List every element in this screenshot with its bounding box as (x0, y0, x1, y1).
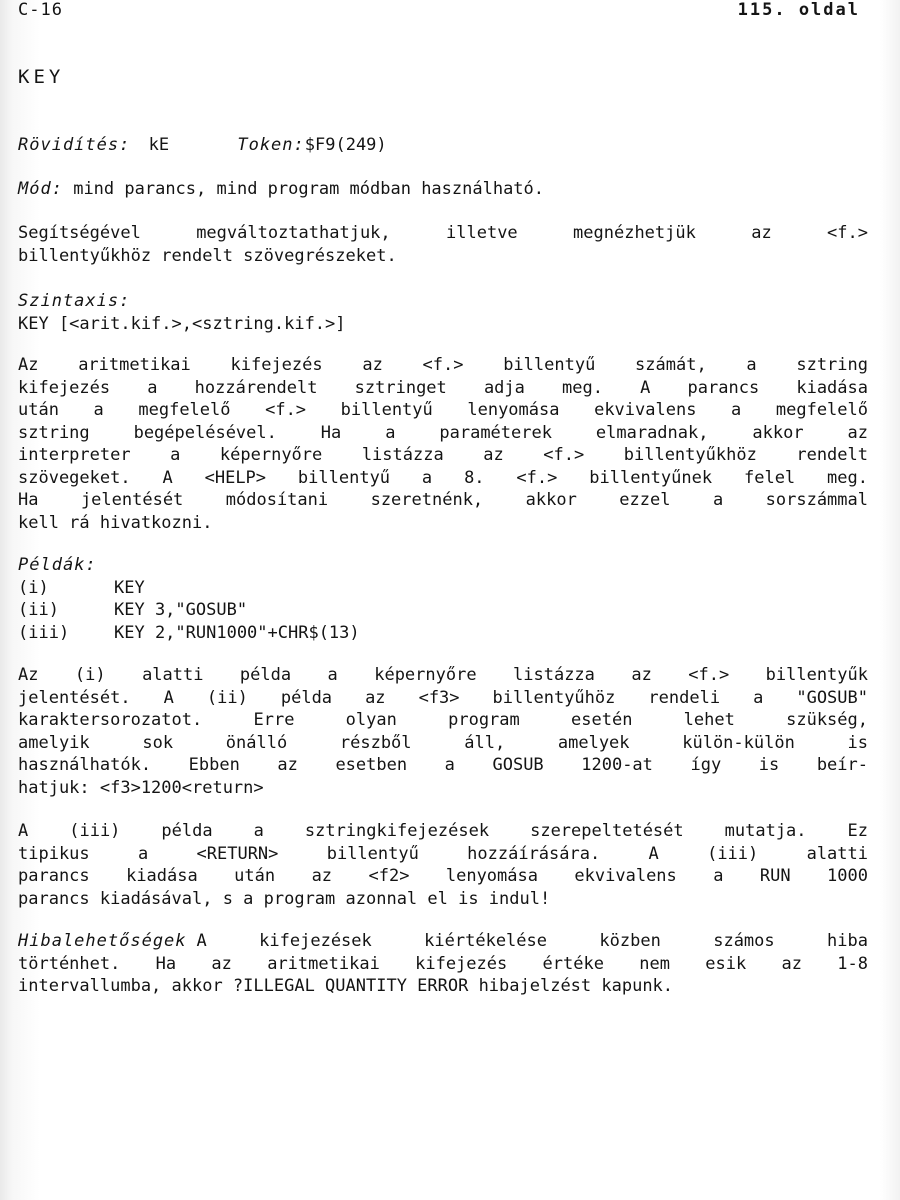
paragraph-line: parancs kiadása után az <f2> lenyomása ekvivalens a RUN 1000 (18, 866, 868, 886)
syntax-text: KEY [<arit.kif.>,<sztring.kif.>] (18, 313, 346, 334)
paragraph-line: Ha jelentését módosítani szeretnénk, akkor ezzel a sorszámmal (18, 490, 868, 510)
paragraph-line: Az aritmetikai kifejezés az <f.> billentyű számát, a sztring (18, 355, 868, 375)
intro-line: billentyűkhöz rendelt szövegrészeket. (18, 245, 397, 266)
example-code: KEY (114, 577, 145, 598)
errors-first-line (18, 930, 868, 953)
example-code: KEY 2,"RUN1000"+CHR$(13) (114, 622, 360, 643)
page-number: 115. oldal (737, 0, 860, 20)
page-header (18, 0, 860, 24)
paragraph-line: kifejezés a hozzárendelt sztringet adja meg. A parancs kiadása (18, 377, 868, 398)
paragraph-line: történhet. Ha az aritmetikai kifejezés értéke nem esik az 1-8 (18, 953, 868, 974)
examples-section (18, 554, 868, 644)
explanation-paragraph (18, 664, 868, 799)
abbrev-value: kE (148, 135, 170, 155)
section-number: C-16 (18, 0, 63, 20)
paragraph-line: parancs kiadásával, s a program azonnal el is indul! (18, 888, 551, 909)
mode-text: mind parancs, mind program módban használható. (73, 179, 545, 199)
paragraph-line: után a megfelelő <f.> billentyű lenyomása ekvivalens a megfelelő (18, 400, 868, 420)
example-number: (iii) (18, 622, 70, 643)
paragraph-line: karaktersorozatot. Erre olyan program esetén lehet szükség, (18, 710, 868, 730)
paragraph-line: amelyik sok önálló részből áll, amelyek külön-külön is (18, 732, 868, 753)
example-code: KEY 3,"GOSUB" (114, 600, 248, 620)
intro-paragraph (18, 222, 868, 267)
paragraph-line: A kifejezések kiértékelése közben számos hiba (196, 931, 868, 951)
paragraph-line: intervallumba, akkor ?ILLEGAL QUANTITY ERROR hibajelzést kapunk. (18, 976, 674, 996)
mode-label: Mód: (18, 179, 63, 199)
example-row (18, 622, 868, 645)
paragraph-line: használhatók. Ebben az esetben a GOSUB 1200-at így is beír- (18, 755, 868, 775)
abbreviation-line (18, 134, 868, 157)
example-row (18, 577, 868, 600)
examples-label: Példák: (18, 555, 97, 575)
token-label: Token: (237, 135, 305, 155)
syntax-label: Szintaxis: (18, 291, 131, 311)
string-example-paragraph (18, 820, 868, 910)
page-title: KEY (18, 66, 65, 88)
paragraph-line: kell rá hivatkozni. (18, 512, 213, 533)
example-number: (ii) (18, 600, 59, 620)
paragraph-line: tipikus a <RETURN> billentyű hozzáírására. A (iii) alatti (18, 843, 868, 864)
paragraph-line: jelentését. A (ii) példa az <f3> billentyűhöz rendeli a "GOSUB" (18, 687, 868, 708)
mode-line (18, 178, 868, 201)
intro-line: Segítségével megváltoztathatjuk, illetve megnézhetjük az <f.> (18, 223, 868, 243)
paragraph-line: interpreter a képernyőre listázza az <f.> billentyűkhöz rendelt (18, 445, 868, 465)
paragraph-line: A (iii) példa a sztringkifejezések szerepeltetését mutatja. Ez (18, 821, 868, 841)
token-value: $F9(249) (304, 135, 387, 155)
errors-label: Hibalehetőségek (18, 931, 187, 951)
errors-section (18, 930, 868, 998)
description-paragraph (18, 354, 868, 534)
example-row (18, 599, 868, 622)
paragraph-line: hatjuk: <f3>1200<return> (18, 777, 264, 798)
paragraph-line: sztring begépelésével. Ha a paraméterek elmaradnak, akkor az (18, 422, 868, 443)
example-number: (i) (18, 577, 49, 598)
paragraph-line: Az (i) alatti példa a képernyőre listázza az <f.> billentyűk (18, 665, 868, 685)
syntax-section (18, 290, 868, 335)
paragraph-line: szövegeket. A <HELP> billentyű a 8. <f.> billentyűnek felel meg. (18, 467, 868, 488)
abbrev-label: Rövidítés: (18, 135, 131, 155)
